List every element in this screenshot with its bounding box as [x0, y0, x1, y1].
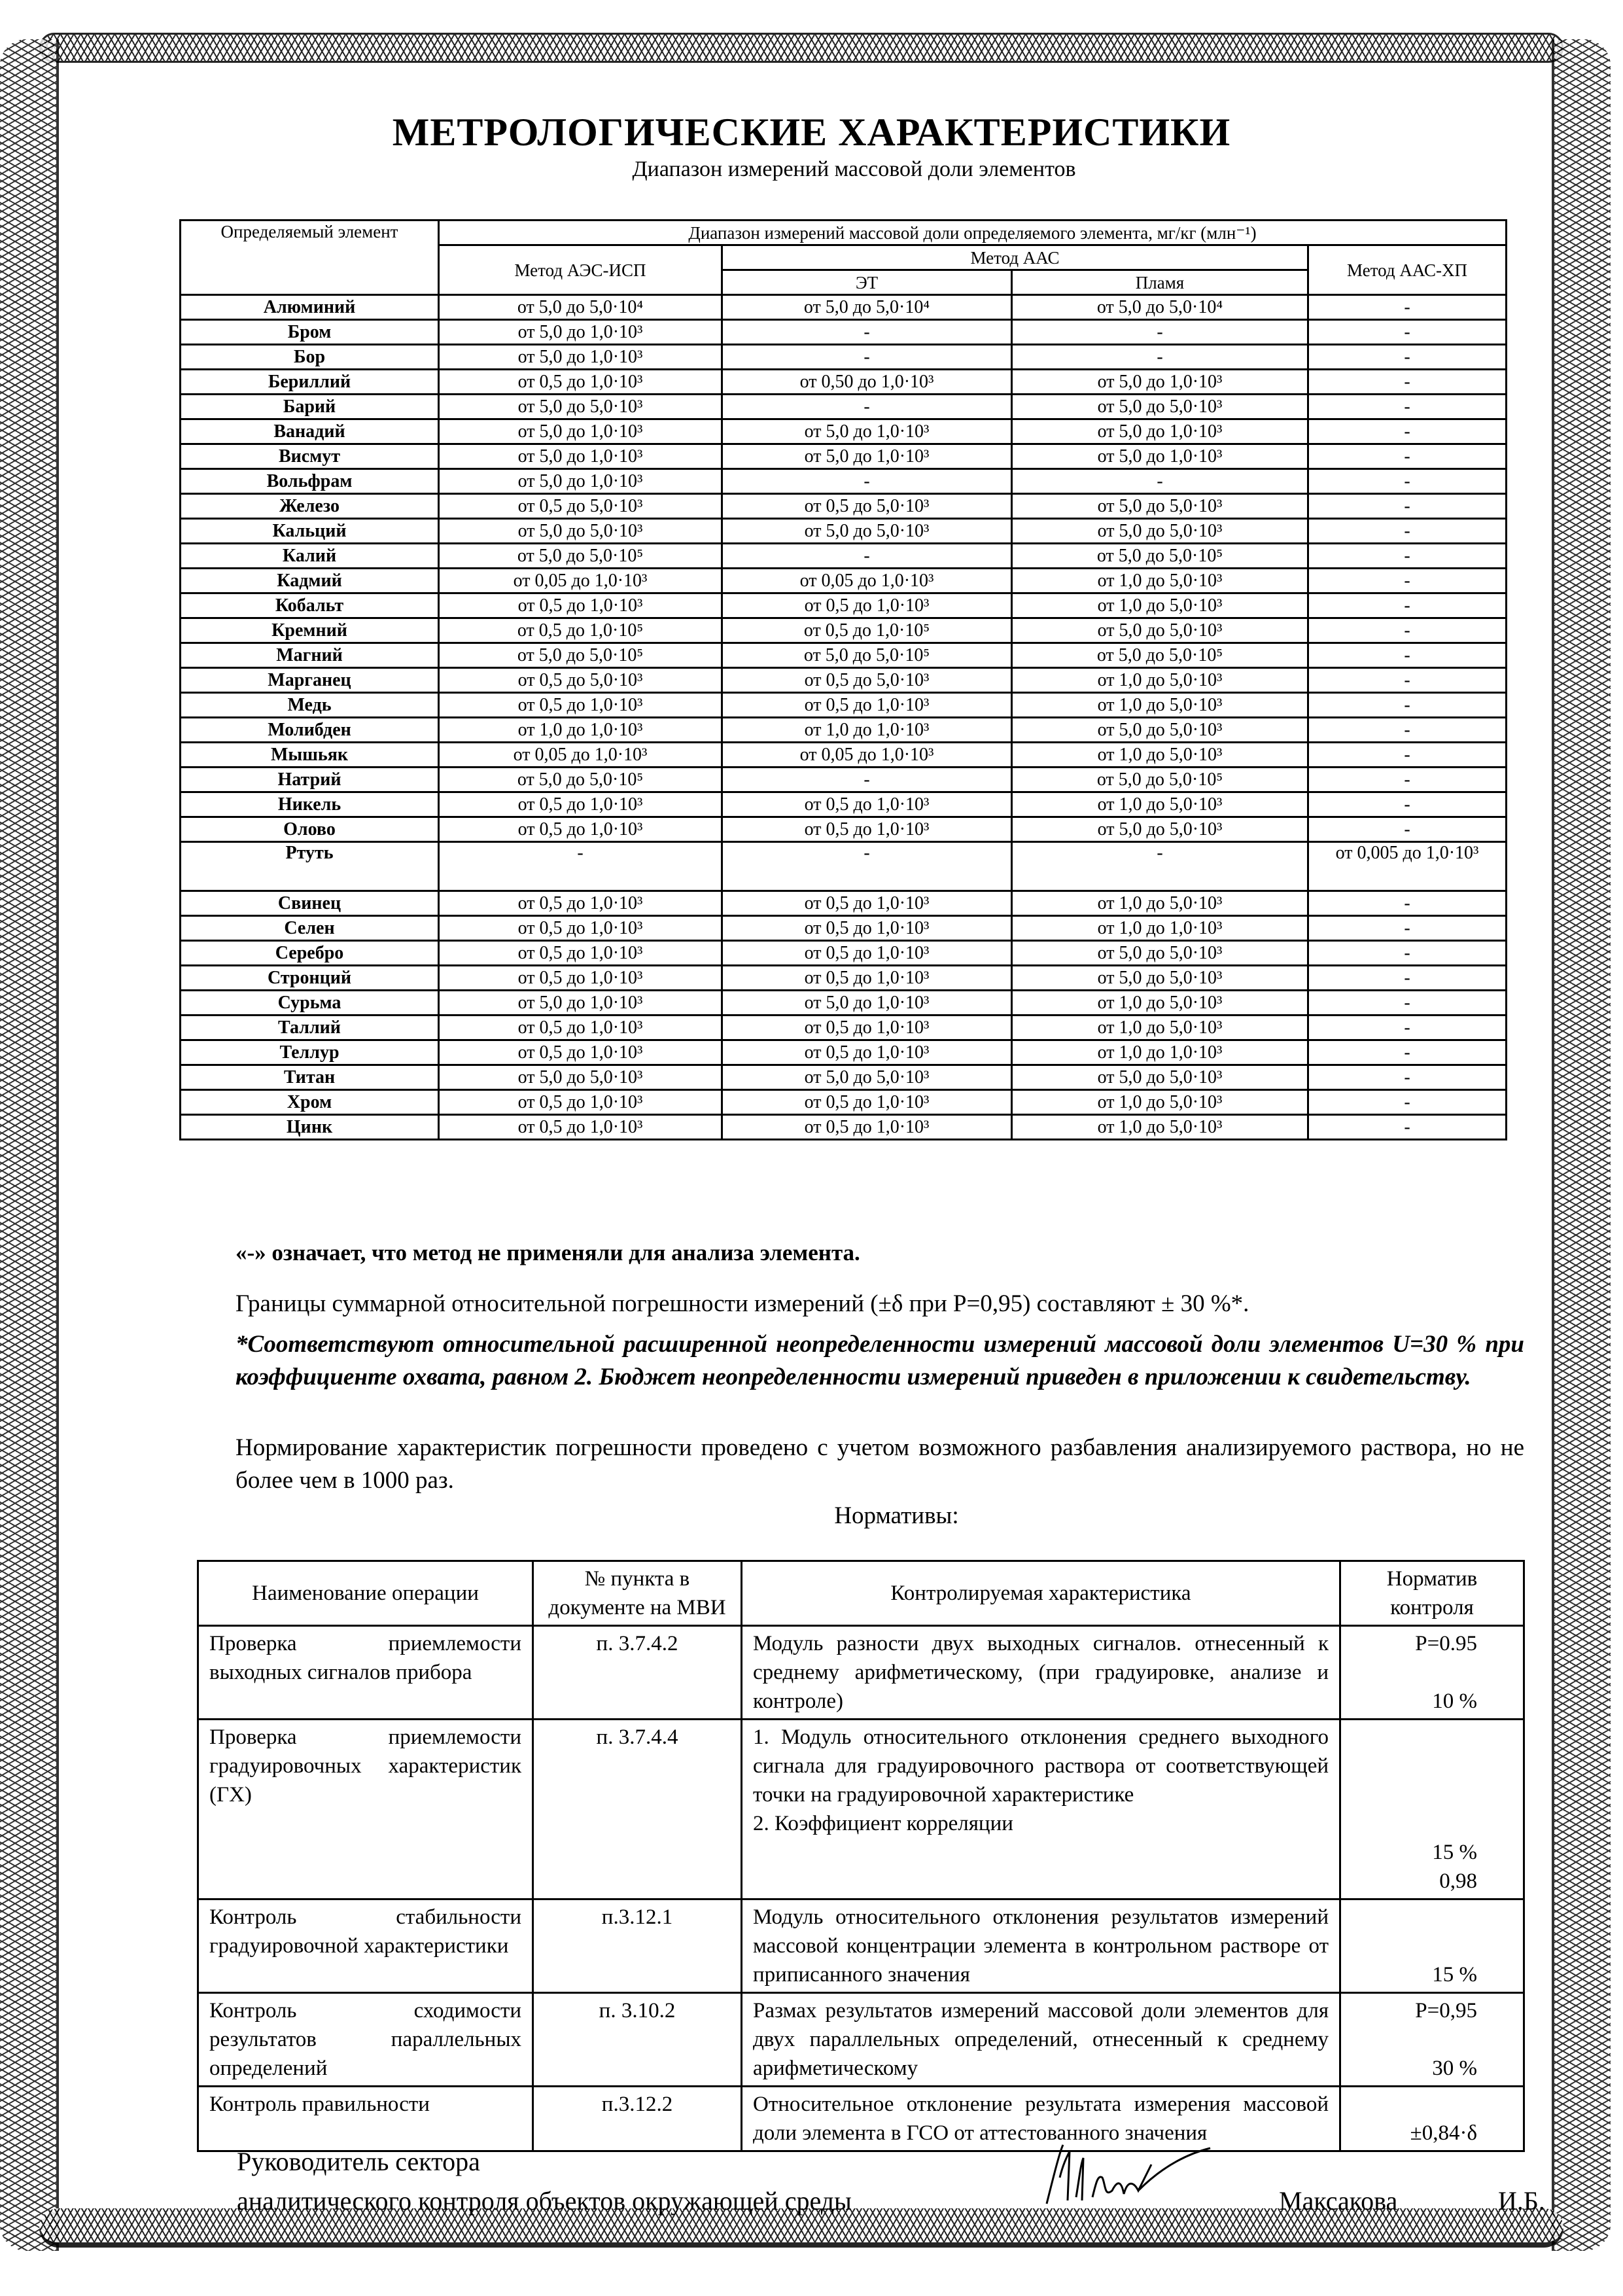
range-aas-flame: от 1,0 до 5,0·10³ [1012, 792, 1308, 817]
range-aas-flame: от 1,0 до 5,0·10³ [1012, 1090, 1308, 1115]
range-aas-flame: от 1,0 до 5,0·10³ [1012, 693, 1308, 718]
operation-name: Контроль стабильности градуировочной характеристики [198, 1899, 533, 1993]
element-name: Железо [181, 494, 439, 519]
range-aas-xp: - [1308, 1040, 1507, 1065]
range-aes-icp: от 5,0 до 5,0·10⁵ [439, 768, 722, 792]
table-row [181, 444, 1507, 469]
table-row [181, 668, 1507, 693]
table-row [181, 1016, 1507, 1040]
element-name: Бром [181, 320, 439, 345]
controlled-characteristic [742, 1993, 1340, 2087]
element-name: Свинец [181, 891, 439, 916]
range-aas-flame: от 1,0 до 5,0·10³ [1012, 891, 1308, 916]
range-aas-xp: - [1308, 743, 1507, 768]
range-aas-et: от 0,5 до 1,0·10³ [722, 593, 1012, 618]
range-aas-et: - [722, 395, 1012, 419]
control-norm [1340, 1993, 1524, 2087]
range-aas-et: от 5,0 до 1,0·10³ [722, 419, 1012, 444]
range-aas-xp: - [1308, 494, 1507, 519]
range-aas-flame: от 1,0 до 1,0·10³ [1012, 1040, 1308, 1065]
range-aas-flame: от 5,0 до 5,0·10³ [1012, 817, 1308, 842]
range-aas-xp: - [1308, 817, 1507, 842]
table-row [181, 718, 1507, 743]
page-title: МЕТРОЛОГИЧЕСКИЕ ХАРАКТЕРИСТИКИ [392, 111, 1231, 154]
range-aas-flame: от 1,0 до 5,0·10³ [1012, 593, 1308, 618]
table-row [181, 643, 1507, 668]
range-aas-flame: - [1012, 842, 1308, 891]
range-aas-et: от 5,0 до 5,0·10⁴ [722, 295, 1012, 320]
element-name: Кобальт [181, 593, 439, 618]
norm-value: P=0.95 [1415, 1632, 1477, 1655]
characteristic-text: Размах результатов измерений массовой доли элементов для двух параллельных определений, отнесенный к среднему арифметическому [753, 1999, 1329, 2080]
range-aas-et: - [722, 544, 1012, 569]
table-row [181, 618, 1507, 643]
range-aas-et: от 0,5 до 1,0·10³ [722, 1040, 1012, 1065]
header-norm: Норматив контроля [1340, 1561, 1524, 1626]
range-aas-et: от 5,0 до 5,0·10³ [722, 519, 1012, 544]
element-name: Молибден [181, 718, 439, 743]
range-aas-flame: от 5,0 до 5,0·10⁵ [1012, 544, 1308, 569]
range-aas-xp: - [1308, 544, 1507, 569]
error-bounds-text: Границы суммарной относительной погрешности измерений (±δ при Р=0,95) составляют ± 30 %*. [236, 1290, 1249, 1317]
range-aes-icp: от 5,0 до 1,0·10³ [439, 345, 722, 370]
range-aas-et: - [722, 345, 1012, 370]
norm-value: P=0,95 [1415, 1999, 1477, 2022]
norm-value: 30 % [1432, 2057, 1477, 2080]
range-aes-icp: от 0,5 до 1,0·10³ [439, 693, 722, 718]
element-name: Алюминий [181, 295, 439, 320]
range-aes-icp: от 0,05 до 1,0·10³ [439, 743, 722, 768]
range-aas-et: от 0,5 до 1,0·10³ [722, 1016, 1012, 1040]
range-aes-icp: от 5,0 до 5,0·10³ [439, 519, 722, 544]
element-name: Бор [181, 345, 439, 370]
range-aas-flame: от 5,0 до 5,0·10³ [1012, 941, 1308, 966]
dash-note: «-» означает, что метод не применяли для анализа элемента. [236, 1240, 860, 1265]
range-aas-xp: - [1308, 1016, 1507, 1040]
table-row [181, 593, 1507, 618]
clause-number: п. 3.7.4.4 [533, 1720, 742, 1899]
range-aas-xp: от 0,005 до 1,0·10³ [1308, 842, 1507, 891]
range-aas-xp: - [1308, 991, 1507, 1016]
range-aes-icp: от 0,5 до 1,0·10³ [439, 370, 722, 395]
range-aas-et: от 0,5 до 1,0·10³ [722, 891, 1012, 916]
range-aes-icp: от 0,5 до 1,0·10³ [439, 817, 722, 842]
header-aas-xp: Метод ААС-ХП [1308, 245, 1507, 295]
range-aas-et: от 0,5 до 1,0·10³ [722, 941, 1012, 966]
table-row [181, 1065, 1507, 1090]
range-aas-et: от 1,0 до 1,0·10³ [722, 718, 1012, 743]
dilution-text: Нормирование характеристик погрешности проведено с учетом возможного разбавления анализируемого раствора, но не более чем в 1000 раз. [236, 1434, 1524, 1494]
header-clause: № пункта в документе на МВИ [533, 1561, 742, 1626]
table-row [181, 792, 1507, 817]
range-aas-flame: от 1,0 до 5,0·10³ [1012, 743, 1308, 768]
operation-name: Контроль правильности [198, 2087, 533, 2151]
element-name: Титан [181, 1065, 439, 1090]
clause-number: п. 3.7.4.2 [533, 1626, 742, 1720]
range-aas-xp: - [1308, 370, 1507, 395]
table-row [181, 370, 1507, 395]
element-name: Сурьма [181, 991, 439, 1016]
range-aas-flame: от 1,0 до 5,0·10³ [1012, 569, 1308, 593]
element-name: Ванадий [181, 419, 439, 444]
table-row [181, 743, 1507, 768]
element-name: Теллур [181, 1040, 439, 1065]
element-name: Магний [181, 643, 439, 668]
range-aas-et: от 5,0 до 1,0·10³ [722, 991, 1012, 1016]
range-aas-xp: - [1308, 295, 1507, 320]
measurement-range-table [179, 219, 1507, 1140]
range-aes-icp: от 0,5 до 1,0·10³ [439, 941, 722, 966]
header-operation: Наименование операции [198, 1561, 533, 1626]
element-name: Кальций [181, 519, 439, 544]
element-name: Хром [181, 1090, 439, 1115]
range-aas-flame: - [1012, 345, 1308, 370]
range-aas-xp: - [1308, 419, 1507, 444]
range-aas-et: от 5,0 до 5,0·10³ [722, 1065, 1012, 1090]
range-aas-xp: - [1308, 593, 1507, 618]
range-aas-flame: от 5,0 до 5,0·10⁴ [1012, 295, 1308, 320]
range-aes-icp: от 0,5 до 1,0·10³ [439, 1016, 722, 1040]
range-aas-flame: от 5,0 до 5,0·10³ [1012, 1065, 1308, 1090]
table-row [181, 1040, 1507, 1065]
range-aes-icp: от 5,0 до 5,0·10⁴ [439, 295, 722, 320]
table-row [181, 1090, 1507, 1115]
range-aes-icp: от 5,0 до 5,0·10⁵ [439, 643, 722, 668]
range-aas-et: от 0,05 до 1,0·10³ [722, 569, 1012, 593]
table-row [181, 966, 1507, 991]
header-characteristic: Контролируемая характеристика [742, 1561, 1340, 1626]
range-aes-icp: от 5,0 до 5,0·10³ [439, 395, 722, 419]
element-name: Медь [181, 693, 439, 718]
table-row [181, 295, 1507, 320]
table-row [181, 419, 1507, 444]
range-aas-xp: - [1308, 966, 1507, 991]
guilloche-border-top [39, 33, 1563, 63]
page-subtitle: Диапазон измерений массовой доли элементов [632, 157, 1076, 181]
table-row [198, 1993, 1524, 2087]
range-aas-flame: от 5,0 до 5,0·10³ [1012, 494, 1308, 519]
range-aas-et: от 0,05 до 1,0·10³ [722, 743, 1012, 768]
element-name: Натрий [181, 768, 439, 792]
range-aes-icp: от 5,0 до 1,0·10³ [439, 419, 722, 444]
operation-name: Проверка приемлемости выходных сигналов прибора [198, 1626, 533, 1720]
control-norm [1340, 1720, 1524, 1899]
table-row [181, 768, 1507, 792]
range-aas-flame: от 1,0 до 5,0·10³ [1012, 668, 1308, 693]
range-aes-icp: от 5,0 до 1,0·10³ [439, 991, 722, 1016]
range-aas-flame: - [1012, 320, 1308, 345]
range-aes-icp: от 0,5 до 1,0·10³ [439, 891, 722, 916]
header-et: ЭТ [722, 270, 1012, 295]
range-aas-xp: - [1308, 916, 1507, 941]
range-aas-xp: - [1308, 469, 1507, 494]
range-aas-xp: - [1308, 1090, 1507, 1115]
range-aes-icp: от 0,5 до 1,0·10³ [439, 1115, 722, 1140]
range-aas-et: - [722, 768, 1012, 792]
range-aas-flame: от 5,0 до 5,0·10³ [1012, 718, 1308, 743]
header-element: Определяемый элемент [181, 221, 439, 295]
range-aas-xp: - [1308, 618, 1507, 643]
clause-number: п. 3.10.2 [533, 1993, 742, 2087]
table-row [181, 569, 1507, 593]
table-row [181, 891, 1507, 916]
range-aes-icp: от 0,5 до 1,0·10³ [439, 593, 722, 618]
table-row [181, 916, 1507, 941]
range-aes-icp: от 0,5 до 1,0·10³ [439, 1040, 722, 1065]
range-aas-et: от 0,5 до 5,0·10³ [722, 668, 1012, 693]
header-range: Диапазон измерений массовой доли определяемого элемента, мг/кг (млн⁻¹) [439, 221, 1507, 245]
range-aas-et: от 0,5 до 1,0·10³ [722, 966, 1012, 991]
table-row [198, 1720, 1524, 1899]
characteristic-text-2: 2. Коэффициент корреляции [753, 1812, 1013, 1835]
range-aas-flame: от 5,0 до 5,0·10³ [1012, 519, 1308, 544]
range-aas-flame: от 1,0 до 1,0·10³ [1012, 916, 1308, 941]
range-aas-xp: - [1308, 519, 1507, 544]
range-aas-flame: от 5,0 до 1,0·10³ [1012, 419, 1308, 444]
control-norm [1340, 1626, 1524, 1720]
range-aas-xp: - [1308, 792, 1507, 817]
element-name: Кадмий [181, 569, 439, 593]
range-aas-flame: от 1,0 до 5,0·10³ [1012, 1016, 1308, 1040]
uncertainty-footnote: *Соответствуют относительной расширенной неопределенности измерений массовой доли элементов U=30 % при коэффициенте охвата, равном 2. Бюджет неопределенности измерений приведен в приложении к свидетельству. [236, 1331, 1524, 1390]
range-aas-et: от 0,5 до 1,0·10³ [722, 1115, 1012, 1140]
range-aes-icp: от 0,5 до 1,0·10³ [439, 916, 722, 941]
range-aas-xp: - [1308, 345, 1507, 370]
norm-value: ±0,84·δ [1410, 2121, 1477, 2145]
element-name: Селен [181, 916, 439, 941]
range-aas-flame: от 5,0 до 5,0·10³ [1012, 966, 1308, 991]
range-aes-icp: от 5,0 до 1,0·10³ [439, 444, 722, 469]
range-aes-icp: от 5,0 до 5,0·10³ [439, 1065, 722, 1090]
table-row [181, 519, 1507, 544]
range-aes-icp: от 0,5 до 5,0·10³ [439, 494, 722, 519]
table-row [181, 469, 1507, 494]
range-aas-xp: - [1308, 643, 1507, 668]
element-name: Марганец [181, 668, 439, 693]
range-aes-icp: от 0,5 до 1,0·10³ [439, 966, 722, 991]
characteristic-text: Модуль относительного отклонения результатов измерений массовой концентрации элемента в контрольном растворе от приписанного значения [753, 1905, 1329, 1987]
clause-number: п.3.12.1 [533, 1899, 742, 1993]
table-row [198, 1626, 1524, 1720]
range-aes-icp: от 0,5 до 1,0·10³ [439, 1090, 722, 1115]
range-aes-icp: от 0,05 до 1,0·10³ [439, 569, 722, 593]
handwritten-signature [1040, 2138, 1223, 2210]
range-aas-et: от 0,5 до 1,0·10³ [722, 1090, 1012, 1115]
element-name: Кремний [181, 618, 439, 643]
table-row [181, 544, 1507, 569]
range-aas-et: от 0,5 до 1,0·10³ [722, 792, 1012, 817]
guilloche-border-left [0, 39, 59, 2251]
norms-heading: Нормативы: [834, 1502, 959, 1529]
range-aes-icp: от 5,0 до 1,0·10³ [439, 469, 722, 494]
control-norm [1340, 2087, 1524, 2151]
element-name: Никель [181, 792, 439, 817]
element-name: Висмут [181, 444, 439, 469]
range-aas-et: от 0,5 до 1,0·10³ [722, 817, 1012, 842]
range-aas-flame: от 1,0 до 5,0·10³ [1012, 991, 1308, 1016]
element-name: Вольфрам [181, 469, 439, 494]
header-flame: Пламя [1012, 270, 1308, 295]
signatory-position-line1: Руководитель сектора [237, 2147, 480, 2176]
table-row [181, 842, 1507, 891]
range-aas-et: - [722, 469, 1012, 494]
table-row [181, 320, 1507, 345]
norm-value: 15 % [1432, 1963, 1477, 1987]
element-name: Олово [181, 817, 439, 842]
table-row [198, 1899, 1524, 1993]
range-aas-flame: от 5,0 до 1,0·10³ [1012, 370, 1308, 395]
characteristic-text: Модуль разности двух выходных сигналов. отнесенный к среднему арифметическому, (при градуировке, анализе и контроле) [753, 1632, 1329, 1713]
clause-number: п.3.12.2 [533, 2087, 742, 2151]
table-row [181, 693, 1507, 718]
element-name: Таллий [181, 1016, 439, 1040]
table-row [181, 991, 1507, 1016]
element-name: Бериллий [181, 370, 439, 395]
characteristic-text: Относительное отклонение результата измерения массовой доли элемента в ГСО от аттестованного значения [753, 2093, 1329, 2145]
norm-value: 0,98 [1439, 1869, 1477, 1893]
controlled-characteristic [742, 1720, 1340, 1899]
table-row [181, 494, 1507, 519]
element-name: Барий [181, 395, 439, 419]
signatory-surname: Максакова [1279, 2186, 1398, 2216]
range-aes-icp: от 0,5 до 1,0·10³ [439, 792, 722, 817]
control-norms-table [197, 1560, 1525, 2152]
range-aes-icp: от 0,5 до 5,0·10³ [439, 668, 722, 693]
controlled-characteristic [742, 1899, 1340, 1993]
norm-value: 15 % [1432, 1841, 1477, 1864]
range-aas-xp: - [1308, 768, 1507, 792]
range-aas-et: от 0,5 до 1,0·10⁵ [722, 618, 1012, 643]
range-aas-xp: - [1308, 1115, 1507, 1140]
table-row [181, 817, 1507, 842]
range-aas-xp: - [1308, 444, 1507, 469]
range-aas-et: от 0,5 до 5,0·10³ [722, 494, 1012, 519]
range-aas-et: от 5,0 до 5,0·10⁵ [722, 643, 1012, 668]
table-row [181, 1115, 1507, 1140]
range-aes-icp: от 1,0 до 1,0·10³ [439, 718, 722, 743]
signatory-position-line2: аналитического контроля объектов окружающей среды [237, 2186, 852, 2216]
range-aas-flame: от 5,0 до 5,0·10³ [1012, 618, 1308, 643]
range-aes-icp: - [439, 842, 722, 891]
range-aes-icp: от 5,0 до 5,0·10⁵ [439, 544, 722, 569]
range-aas-xp: - [1308, 320, 1507, 345]
range-aas-xp: - [1308, 891, 1507, 916]
table-row [181, 395, 1507, 419]
range-aas-xp: - [1308, 941, 1507, 966]
element-name: Стронций [181, 966, 439, 991]
controlled-characteristic [742, 1626, 1340, 1720]
element-name: Ртуть [181, 842, 439, 891]
range-aas-et: от 0,5 до 1,0·10³ [722, 693, 1012, 718]
range-aas-flame: - [1012, 469, 1308, 494]
range-aas-et: - [722, 320, 1012, 345]
signatory-initials: И.Б. [1498, 2186, 1545, 2216]
characteristic-text: 1. Модуль относительного отклонения среднего выходного сигнала для градуировочного раствора от соответствующей точки на градуировочной характеристике [753, 1725, 1329, 1807]
range-aas-et: от 0,5 до 1,0·10³ [722, 916, 1012, 941]
range-aas-flame: от 5,0 до 5,0·10⁵ [1012, 768, 1308, 792]
element-name: Цинк [181, 1115, 439, 1140]
operation-name: Контроль сходимости результатов параллельных определений [198, 1993, 533, 2087]
range-aes-icp: от 5,0 до 1,0·10³ [439, 320, 722, 345]
range-aas-flame: от 1,0 до 5,0·10³ [1012, 1115, 1308, 1140]
range-aas-flame: от 5,0 до 5,0·10⁵ [1012, 643, 1308, 668]
norm-value: 10 % [1432, 1689, 1477, 1713]
header-aes: Метод АЭС-ИСП [439, 245, 722, 295]
element-name: Калий [181, 544, 439, 569]
table-row [198, 2087, 1524, 2151]
range-aas-xp: - [1308, 693, 1507, 718]
range-aes-icp: от 0,5 до 1,0·10⁵ [439, 618, 722, 643]
range-aas-xp: - [1308, 668, 1507, 693]
range-aas-et: от 0,50 до 1,0·10³ [722, 370, 1012, 395]
element-name: Мышьяк [181, 743, 439, 768]
range-aas-xp: - [1308, 1065, 1507, 1090]
range-aas-xp: - [1308, 569, 1507, 593]
element-name: Серебро [181, 941, 439, 966]
table-row [181, 345, 1507, 370]
range-aas-xp: - [1308, 395, 1507, 419]
range-aas-xp: - [1308, 718, 1507, 743]
control-norm [1340, 1899, 1524, 1993]
range-aas-et: от 5,0 до 1,0·10³ [722, 444, 1012, 469]
range-aas-flame: от 5,0 до 5,0·10³ [1012, 395, 1308, 419]
table-row [181, 941, 1507, 966]
operation-name: Проверка приемлемости градуировочных характеристик (ГХ) [198, 1720, 533, 1899]
range-aas-flame: от 5,0 до 1,0·10³ [1012, 444, 1308, 469]
guilloche-border-right [1552, 39, 1611, 2251]
header-aas: Метод ААС [722, 245, 1308, 270]
range-aas-et: - [722, 842, 1012, 891]
